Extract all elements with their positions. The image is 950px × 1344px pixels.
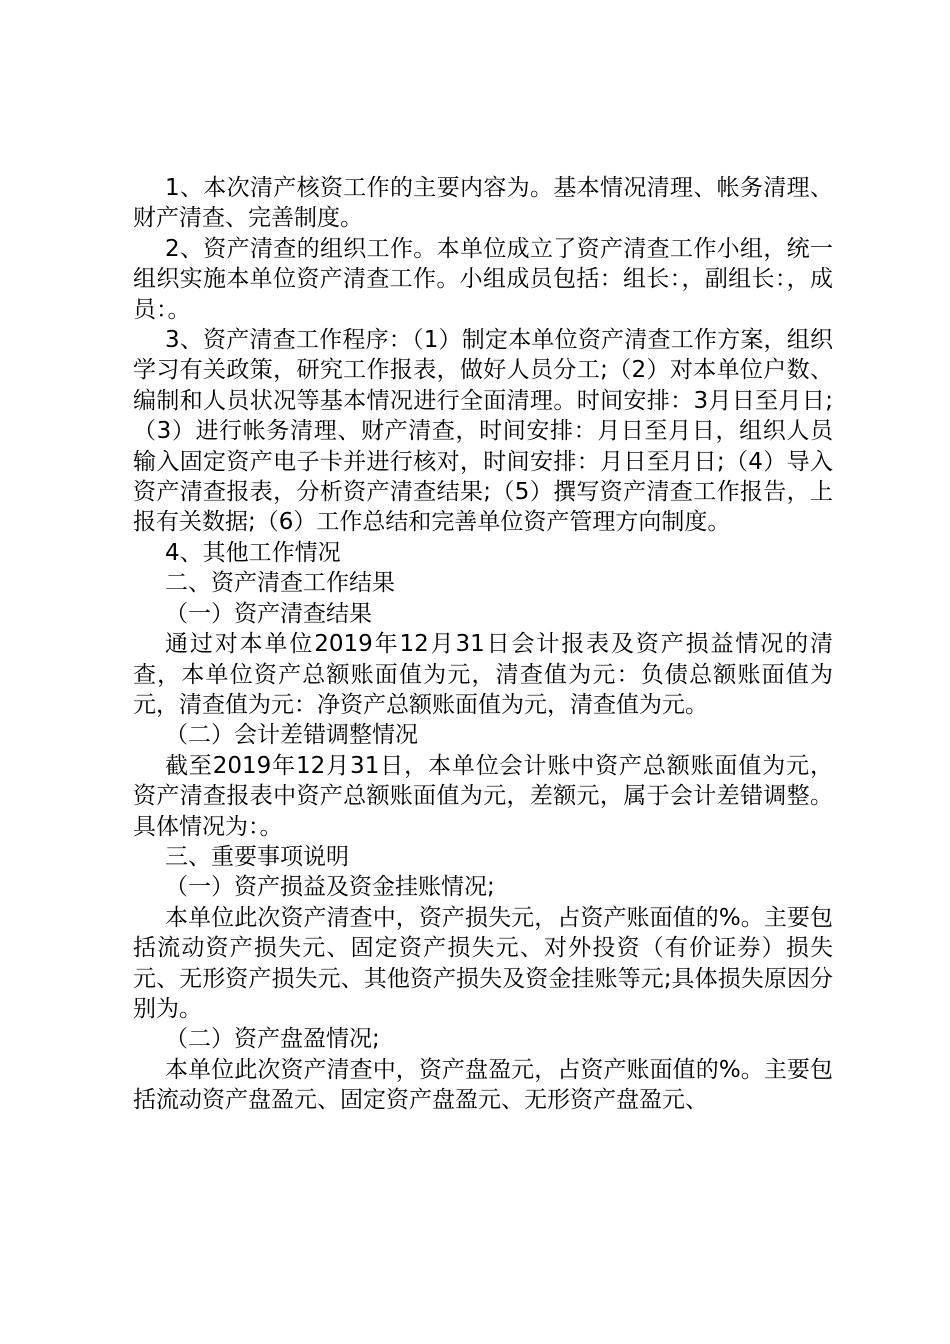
document-page: [133, 173, 833, 1116]
paragraph-procedure: 3、资产清查工作程序：（1）制定本单位资产清查工作方案，组织学习有关政策，研究工作报表，做好人员分工;（2）对本单位户数、编制和人员状况等基本情况进行全面清理。时间安排：3月日至月日;（3）进行帐务清理、财产清查，时间安排：月日至月日，组织人员输入固定资产电子卡并进行核对，时间安排：月日至月日;（4）导入资产清查报表，分析资产清查结果;（5）撰写资产清查工作报告，上报有关数据;（6）工作总结和完善单位资产管理方向制度。: [133, 327, 833, 536]
paragraph-check-result: 通过对本单位2019年12月31日会计报表及资产损益情况的清查，本单位资产总额账面值为元，清查值为元：负债总额账面值为元，清查值为元：净资产总额账面值为元，清查值为元。: [133, 631, 833, 718]
paragraph-surplus: 本单位此次资产清查中，资产盘盈元，占资产账面值的%。主要包括流动资产盘盈元、固定资产盘盈元、无形资产盘盈元、: [133, 1056, 833, 1114]
paragraph-error-adjustment: 截至2019年12月31日，本单位会计账中资产总额账面值为元，资产清查报表中资产总额账面值为元，差额元，属于会计差错调整。具体情况为：。: [133, 752, 833, 840]
paragraph-loss: 本单位此次资产清查中，资产损失元，占资产账面值的%。主要包括流动资产损失元、固定资产损失元、对外投资（有价证券）损失元、无形资产损失元、其他资产损失及资金挂账等元;具体损失原因分别为。: [133, 904, 833, 1022]
heading-important-matters: 三、重要事项说明: [165, 843, 349, 870]
heading-results: 二、资产清查工作结果: [165, 570, 395, 597]
subheading-error-adjustment: （二）会计差错调整情况: [165, 722, 418, 749]
heading-other-work: 4、其他工作情况: [165, 539, 341, 566]
paragraph-organization: 2、资产清查的组织工作。本单位成立了资产清查工作小组，统一组织实施本单位资产清查工作。小组成员包括：组长：，副组长：，成员：。: [133, 235, 833, 323]
subheading-loss: （一）资产损益及资金挂账情况;: [165, 874, 495, 901]
subheading-check-result: （一）资产清查结果: [165, 600, 372, 627]
subheading-surplus: （二）资产盘盈情况;: [165, 1026, 380, 1053]
paragraph-work-content: 1、本次清产核资工作的主要内容为。基本情况清理、帐务清理、财产清查、完善制度。: [133, 175, 833, 232]
